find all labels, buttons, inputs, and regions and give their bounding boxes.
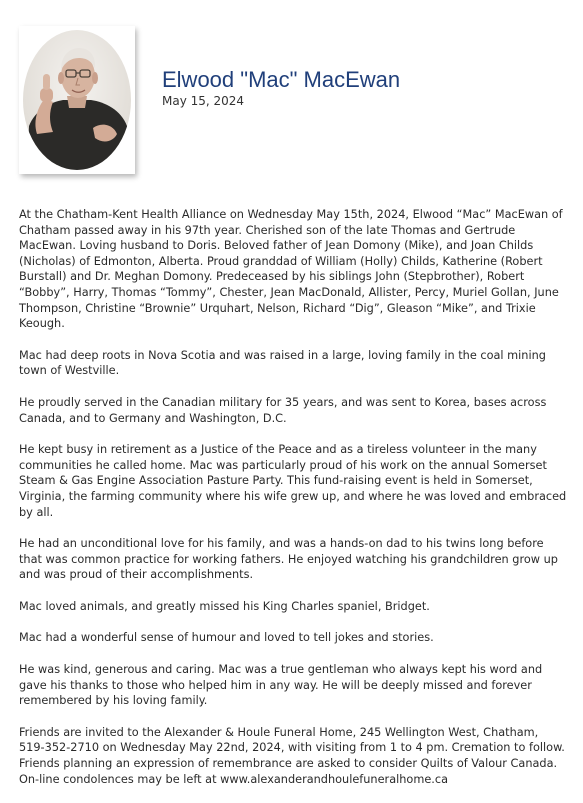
paragraph-announcement: At the Chatham-Kent Health Alliance on Wednesday May 15th, 2024, Elwood “Mac” MacEwan of Chatham passed away in his 97th year. Cherished son of the late Thomas and Gertrude MacEwan. Loving husband to Doris. Beloved father of Jean Domony (Mike), and Joan Childs (Nicholas) of Edmonton, Alberta. Proud granddad of William (Holly) Childs, Katherine (Robert Burstall) and Dr. Meghan Domony. Predeceased by his siblings John (Stepbrother), Robert “Bobby”, Harry, Thomas “Tommy”, Chester, Jean MacDonald, Allister, Percy, Muriel Gollan, June Thompson, Christine “Brownie” Urquhart, Nelson, Richard “Dig”, Gleason “Mike”, and Trixie Keough. [19, 208, 563, 331]
portrait-illustration [23, 30, 131, 170]
obituary-header [0, 0, 583, 190]
obituary-date: May 15, 2024 [162, 94, 245, 108]
deceased-name: Elwood "Mac" MacEwan [162, 67, 401, 92]
paragraph-visitation: Friends are invited to the Alexander & Houle Funeral Home, 245 Wellington West, Chatham, 519-352-2710 on Wednesday May 22nd, 2024, with visiting from 1 to 4 pm. Cremation to follow. Friends planning an expression of remembrance are asked to consider Quilts of Valour Canada. On-line condolences may be left at www.alexanderandhoulefuneralhome.ca [19, 725, 565, 786]
paragraph-military: He proudly served in the Canadian military for 35 years, and was sent to Korea, bases across Canada, and to Germany and Washington, D.C. [19, 395, 547, 425]
portrait-frame [19, 26, 135, 174]
paragraph-retirement: He kept busy in retirement as a Justice of the Peace and as a tireless volunteer in the many communities he called home. Mac was particularly proud of his work on the annual Somerset Steam & Gas Engine Association Pasture Party. This fund-raising event is held in Somerset, Virginia, the farming community where his wife grew up, and where he was loved and embraced by all. [19, 443, 567, 519]
portrait-photo [23, 30, 131, 170]
obituary-body [19, 207, 567, 803]
paragraph-humour: Mac had a wonderful sense of humour and loved to tell jokes and stories. [19, 631, 434, 645]
paragraph-character: He was kind, generous and caring. Mac was a true gentleman who always kept his word and gave his thanks to those who helped him in any way. He will be deeply missed and forever remembered by his loving family. [19, 663, 543, 708]
paragraph-family: He had an unconditional love for his family, and was a hands-on dad to his twins long before that was common practice for working fathers. He enjoyed watching his grandchildren grow up and was proud of their accomplishments. [19, 537, 558, 582]
paragraph-animals: Mac loved animals, and greatly missed his King Charles spaniel, Bridget. [19, 599, 430, 613]
paragraph-roots: Mac had deep roots in Nova Scotia and was raised in a large, loving family in the coal mining town of Westville. [19, 348, 546, 378]
